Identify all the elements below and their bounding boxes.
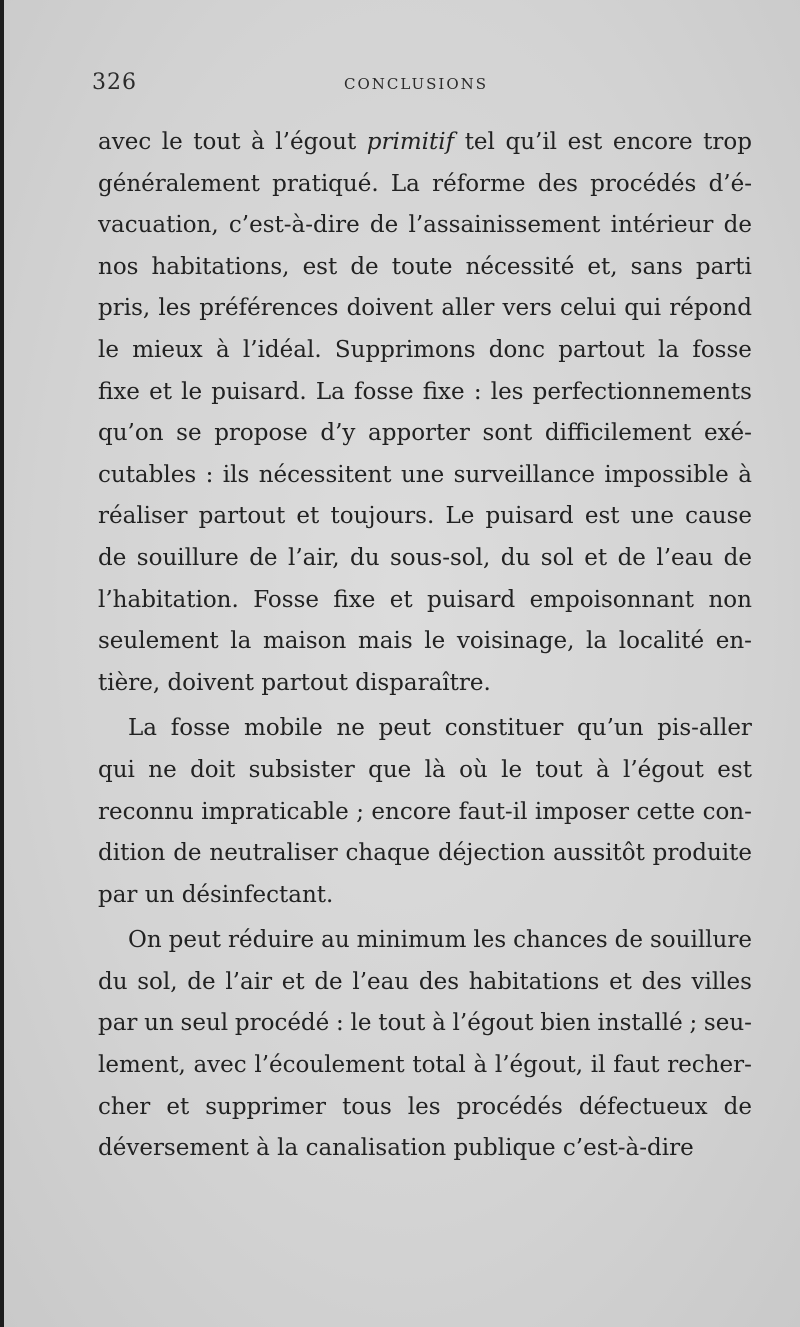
paragraph [98,708,752,916]
paragraph [98,920,752,1170]
page-header [4,70,800,104]
text-line: par un désinfectant. [98,881,334,908]
text-line: dition de neutraliser chaque déjection aussitôt produite [98,840,752,867]
text-line: l’habitation. Fosse fixe et puisard empoisonnant non [98,586,752,613]
text-line: tière, doivent partout disparaître. [98,669,491,696]
text-line: qui ne doit subsister que là où le tout à l’égout est [98,756,752,783]
text-line: La fosse mobile ne peut constituer qu’un pis-aller [128,715,752,742]
text-line: pris, les préférences doivent aller vers celui qui répond [98,295,752,322]
text-line: par un seul procédé : le tout à l’égout bien installé ; seu- [98,1010,752,1037]
text-line: On peut réduire au minimum les chances de souillure [128,927,752,954]
text-line: fixe et le puisard. La fosse fixe : les perfectionnements [98,378,752,405]
text-line: réaliser partout et toujours. Le puisard est une cause [98,503,752,530]
paragraph [98,122,752,704]
text-line: cher et supprimer tous les procédés défectueux de [98,1093,752,1120]
text-line: lement, avec l’écoulement total à l’égout, il faut recher- [98,1052,752,1079]
page-number: 326 [92,70,137,95]
text-line: généralement pratiqué. La réforme des procédés d’é- [98,170,752,197]
text-line: cutables : ils nécessitent une surveillance impossible à [98,461,752,488]
text-line: du sol, de l’air et de l’eau des habitations et des villes [98,968,752,995]
text-line: avec le tout à l’égout primitif tel qu’il est encore trop [98,129,752,155]
text-line: déversement à la canalisation publique c’est-à-dire [98,1135,694,1162]
text-line: le mieux à l’idéal. Supprimons donc partout la fosse [98,336,752,363]
body-text [98,122,752,1170]
text-line: vacuation, c’est-à-dire de l’assainissement intérieur de [98,212,752,239]
text-line: de souillure de l’air, du sous-sol, du sol et de l’eau de [98,544,752,571]
text-line: qu’on se propose d’y apporter sont difficilement exé- [98,420,752,447]
running-head: CONCLUSIONS [344,75,489,93]
book-page [4,0,800,1327]
text-line: seulement la maison mais le voisinage, la localité en- [98,628,752,655]
text-line: reconnu impraticable ; encore faut-il imposer cette con- [98,798,752,825]
text-line: nos habitations, est de toute nécessité et, sans parti [98,253,752,280]
